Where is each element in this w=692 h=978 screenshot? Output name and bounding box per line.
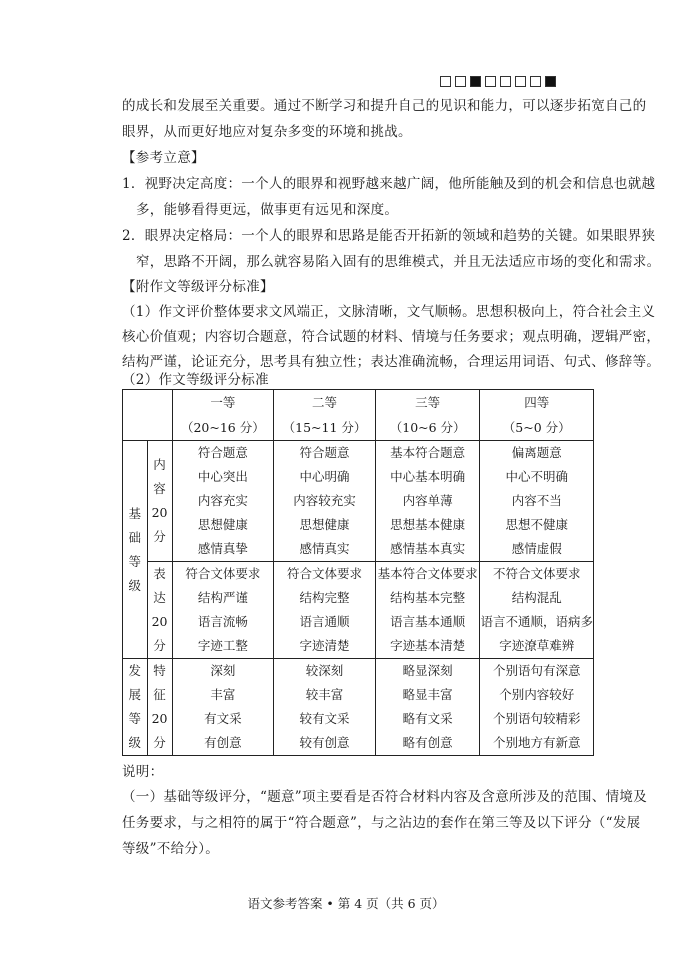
page-marker: [455, 76, 466, 87]
header-range: （15~11 分）: [282, 420, 367, 435]
criterion: 符合题意: [299, 445, 350, 460]
expression-cell-level-1: [172, 562, 274, 659]
criterion: 字迹清楚: [299, 638, 350, 653]
criterion: 略有创意: [402, 735, 453, 750]
header-cell-level-1: [172, 390, 274, 441]
label-char: 表: [153, 566, 166, 581]
criterion: 感情基本真实: [390, 541, 466, 556]
criterion: 个别地方有新意: [492, 735, 581, 750]
criterion: 中心基本明确: [390, 469, 466, 484]
header-level: 二等: [312, 395, 338, 410]
criterion: 个别语句较精彩: [492, 711, 581, 726]
header-range: （20~16 分）: [180, 420, 265, 435]
label-char: 20: [151, 711, 168, 726]
label-char: 20: [151, 505, 168, 520]
criterion: 略有文采: [402, 711, 453, 726]
label-char: 特: [153, 663, 166, 678]
header-level: 一等: [210, 395, 236, 410]
criterion: 思想健康: [299, 517, 350, 532]
criterion: 结构基本完整: [390, 590, 466, 605]
label-char: 级: [128, 577, 142, 593]
standard-heading: 【附作文等级评分标准】: [122, 279, 274, 295]
criterion: 感情真挚: [197, 541, 248, 556]
criterion: 基本符合题意: [390, 445, 466, 460]
criterion: 结构严谨: [197, 590, 248, 605]
feature-cell-level-3: [375, 659, 480, 756]
label-char: 级: [128, 735, 142, 750]
content-cell-level-4: [480, 441, 594, 562]
label-char: 础: [128, 529, 142, 545]
label-char: 等: [128, 711, 142, 726]
page-footer: 语文参考答案 • 第 4 页（共 6 页）: [247, 896, 445, 911]
criterion: 中心明确: [299, 469, 350, 484]
label-char: 内: [153, 457, 166, 472]
criterion: 有文采: [204, 711, 242, 726]
standard-2-heading: （2）作文等级评分标准: [122, 372, 269, 388]
criterion: 较深刻: [305, 663, 344, 678]
standard-1-line: 核心价值观；内容切合题意，符合试题的材料、情境与任务要求；观点明确，逻辑严密，: [122, 329, 661, 345]
criterion: 思想健康: [197, 517, 248, 532]
grading-table: [122, 389, 594, 756]
header-cell-level-4: [480, 390, 594, 441]
criterion: 丰富: [210, 687, 236, 702]
page-marker: [485, 76, 496, 87]
basic-level-label: [123, 441, 148, 659]
page-marker: [530, 76, 541, 87]
criterion: 字迹工整: [197, 638, 248, 653]
criterion: 较有创意: [299, 735, 350, 750]
table-row-expression: [123, 562, 594, 659]
development-level-label: [123, 659, 148, 756]
note-line: （一）基础等级评分，“题意”项主要看是否符合材料内容及含意所涉及的范围、情境及: [122, 789, 648, 805]
content-label: [147, 441, 172, 562]
criterion: 内容较充实: [293, 493, 356, 508]
note-line: 任务要求，与之相符的属于“符合题意”，与之沾边的套作在第三等及以下评分（“发展: [122, 815, 641, 831]
header-cell-level-2: [274, 390, 376, 441]
criterion: 深刻: [210, 663, 236, 678]
criterion: 思想不健康: [505, 517, 568, 532]
label-char: 20: [151, 614, 168, 629]
table-header-row: [123, 390, 594, 441]
criterion: 符合文体要求: [185, 566, 261, 581]
label-char: 容: [153, 481, 166, 496]
label-char: 分: [153, 735, 166, 750]
content-cell-level-2: [274, 441, 376, 562]
label-char: 分: [153, 638, 166, 653]
criterion: 语言不通顺，语病多: [480, 614, 593, 629]
page-marker-filled: [470, 76, 481, 87]
page-marker: [515, 76, 526, 87]
criterion: 个别语句有深意: [492, 663, 581, 678]
header-corner: [123, 390, 173, 441]
criterion: 符合题意: [197, 445, 248, 460]
criterion: 较丰富: [305, 687, 344, 702]
header-level: 四等: [524, 395, 550, 410]
page-marker: [500, 76, 511, 87]
note-line: 等级”不给分）。: [122, 841, 220, 857]
criterion: 内容不当: [511, 493, 562, 508]
standard-1-line: 结构严谨，论证充分，思考具有独立性；表达准确流畅，合理运用词语、句式、修辞等。: [122, 354, 661, 370]
criterion: 中心突出: [197, 469, 248, 484]
criterion: 略显深刻: [402, 663, 453, 678]
criterion: 思想基本健康: [390, 517, 466, 532]
content-cell-level-3: [375, 441, 480, 562]
feature-label: [147, 659, 172, 756]
table-row-feature: [123, 659, 594, 756]
criterion: 结构完整: [299, 590, 350, 605]
page-marker-strip: [440, 76, 556, 87]
criterion: 感情真实: [299, 541, 350, 556]
criterion: 结构混乱: [511, 590, 562, 605]
point-2-line: 2．眼界决定格局：一个人的眼界和思路是能否开拓新的领域和趋势的关键。如果眼界狭: [122, 228, 656, 244]
table-row-content: [123, 441, 594, 562]
label-char: 征: [153, 687, 166, 702]
criterion: 中心不明确: [505, 469, 568, 484]
feature-cell-level-1: [172, 659, 274, 756]
label-char: 基: [128, 505, 142, 521]
criterion: 内容充实: [197, 493, 248, 508]
criterion: 不符合文体要求: [492, 566, 581, 581]
point-2-line: 窄，思路不开阔，那么就容易陷入固有的思维模式，并且无法适应市场的变化和需求。: [136, 254, 661, 270]
standard-1-line: （1）作文评价整体要求文风端正，文脉清晰，文气顺畅。思想积极向上，符合社会主义: [122, 304, 656, 320]
criterion: 语言流畅: [197, 614, 248, 629]
point-1-line: 多，能够看得更远，做事更有远见和深度。: [136, 202, 399, 218]
intro-line: 眼界，从而更好地应对复杂多变的环境和挑战。: [122, 124, 412, 140]
intro-line: 的成长和发展至关重要。通过不断学习和提升自己的见识和能力，可以逐步拓宽自己的: [122, 98, 647, 114]
expression-label: [147, 562, 172, 659]
label-char: 发: [128, 663, 142, 678]
expression-cell-level-2: [274, 562, 376, 659]
label-char: 达: [153, 590, 166, 605]
criterion: 符合文体要求: [287, 566, 363, 581]
feature-cell-level-4: [480, 659, 594, 756]
criterion: 内容单薄: [402, 493, 453, 508]
page-marker: [440, 76, 451, 87]
criterion: 语言通顺: [299, 614, 350, 629]
label-char: 分: [153, 529, 166, 544]
label-char: 等: [128, 553, 142, 569]
expression-cell-level-3: [375, 562, 480, 659]
page-marker-filled: [545, 76, 556, 87]
criterion: 基本符合文体要求: [377, 566, 478, 581]
feature-cell-level-2: [274, 659, 376, 756]
note-heading: 说明：: [122, 764, 164, 780]
header-level: 三等: [415, 395, 441, 410]
criterion: 字迹潦草难辨: [499, 638, 575, 653]
criterion: 偏离题意: [511, 445, 562, 460]
label-char: 展: [128, 687, 142, 702]
criterion: 个别内容较好: [499, 687, 575, 702]
reference-heading: 【参考立意】: [122, 150, 205, 166]
header-range: （5~0 分）: [502, 420, 571, 435]
header-cell-level-3: [375, 390, 480, 441]
criterion: 字迹基本清楚: [390, 638, 466, 653]
criterion: 语言基本通顺: [390, 614, 466, 629]
criterion: 有创意: [204, 735, 242, 750]
criterion: 较有文采: [299, 711, 350, 726]
point-1-line: 1．视野决定高度：一个人的眼界和视野越来越广阔，他所能触及到的机会和信息也就越: [122, 176, 656, 192]
criterion: 感情虚假: [511, 541, 562, 556]
expression-cell-level-4: [480, 562, 594, 659]
content-cell-level-1: [172, 441, 274, 562]
header-range: （10~6 分）: [389, 420, 466, 435]
criterion: 略显丰富: [402, 687, 453, 702]
